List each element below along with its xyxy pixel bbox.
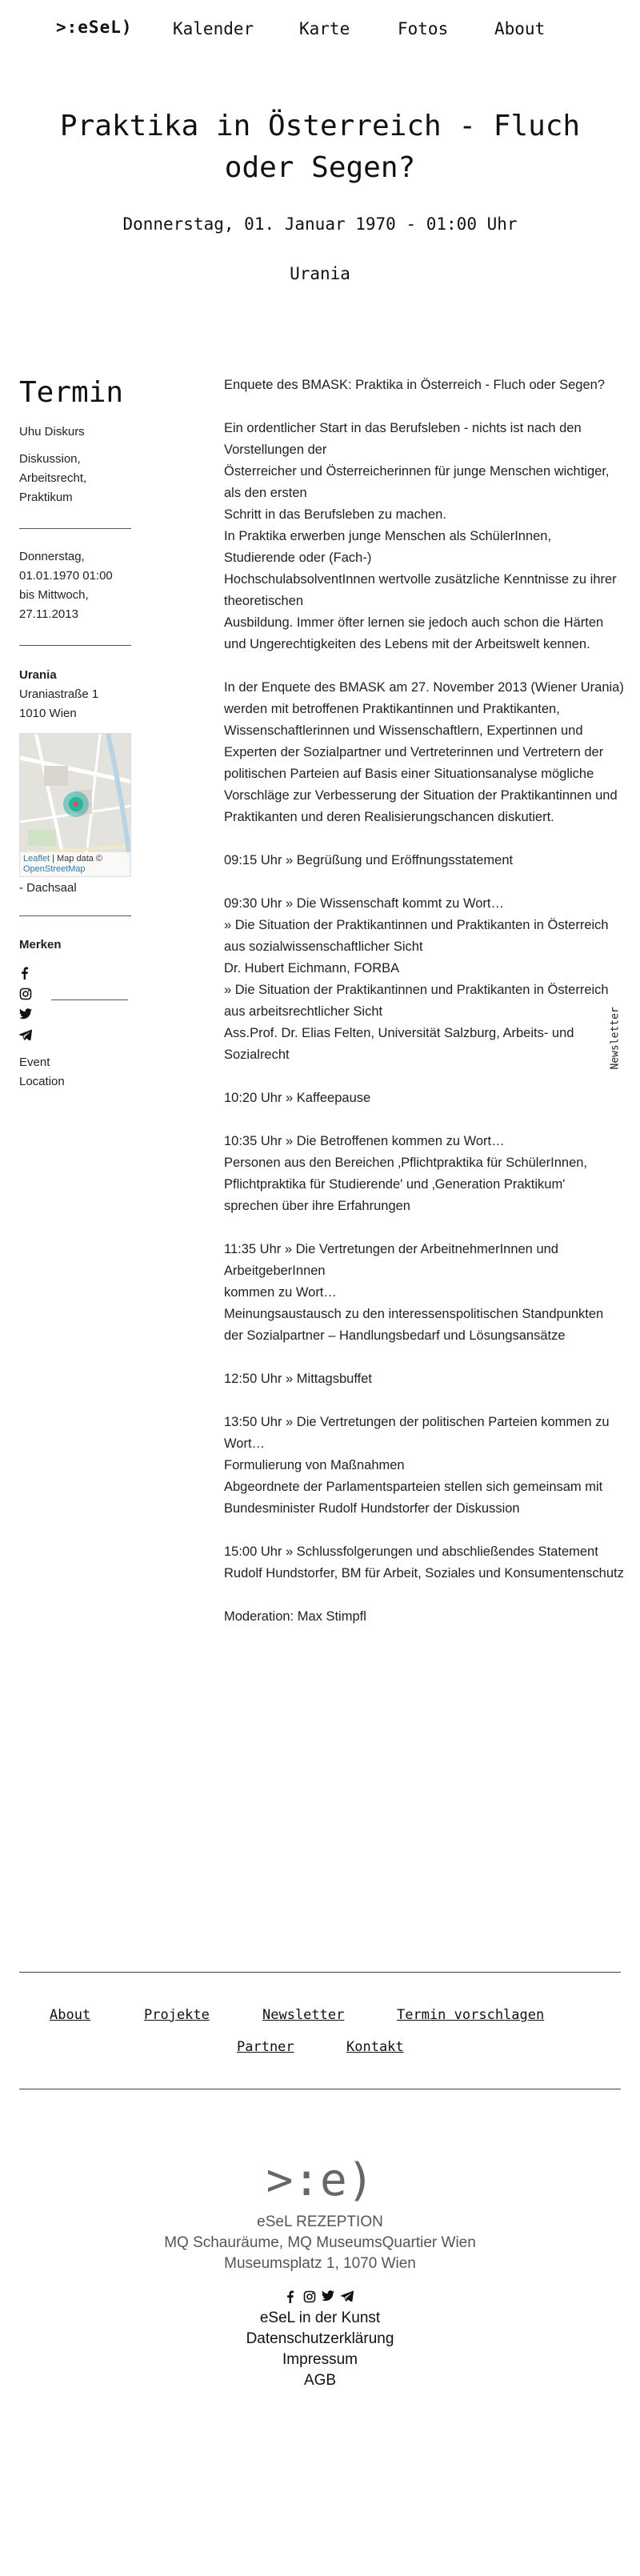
twitter-icon[interactable] <box>19 1008 35 1023</box>
instagram-icon[interactable] <box>19 988 35 1002</box>
description-line: 12:50 Uhr » Mittagsbuffet <box>224 1372 372 1386</box>
bookmark-title: Merken <box>19 938 62 951</box>
description-line: Bundesminister Rudolf Hundstorfer der Diskussion <box>224 1501 520 1516</box>
description-line: In der Enquete des BMASK am 27. November 2013 (Wiener Urania) werden mit betroffenen Praktikantinnen und Praktikanten, Wissenschaftlerinnen und Wissenschaftlern, Expertinnen und Experten der Sozialpartner und Vertreterinnen und Vertretern der politischen Parteien auf Basis einer Situationsanalyse mögliche Vorschläge zur Verbesserung der Situation der Praktikantinnen und Praktikanten und deren Realisierungschancen diskutiert. <box>224 680 624 824</box>
description-paragraph <box>224 1088 624 1109</box>
description-paragraph <box>224 1606 624 1628</box>
footer-logo[interactable]: >:e) <box>266 2154 374 2206</box>
description-line: aus arbeitsrechtlicher Sicht <box>224 1004 383 1019</box>
event-venue: Urania <box>290 264 350 283</box>
leaflet-link[interactable]: Leaflet <box>23 854 50 863</box>
nav-item-karte[interactable]: Karte <box>299 19 350 38</box>
description-line: Dr. Hubert Eichmann, FORBA <box>224 961 400 976</box>
footer-link-datenschutz[interactable]: Datenschutzerklärung <box>246 2330 394 2347</box>
sidebar-divider <box>19 915 131 916</box>
description-paragraph <box>224 1541 624 1584</box>
footer-instagram-icon[interactable] <box>303 2290 318 2305</box>
description-line: 10:35 Uhr » Die Betroffenen kommen zu Wort… <box>224 1134 505 1148</box>
osm-link[interactable]: OpenStreetMap <box>23 864 86 874</box>
tag-item[interactable]: Arbeitsrecht, <box>19 471 87 485</box>
footer-telegram-icon[interactable] <box>341 2290 355 2305</box>
description-line: Ein ordentlicher Start in das Berufsleben - nichts ist nach den Vorstellungen der <box>224 421 582 457</box>
description-line: 09:15 Uhr » Begrüßung und Eröffnungsstatement <box>224 853 514 867</box>
event-dates <box>19 547 131 624</box>
description-line: 10:20 Uhr » Kaffeepause <box>224 1091 371 1105</box>
room-label: - Dachsaal <box>19 881 77 895</box>
description-line: Enquete des BMASK: Praktika in Österreich - Fluch oder Segen? <box>224 378 605 392</box>
footer-link-kontakt[interactable]: Kontakt <box>346 2039 404 2055</box>
date-line: bis Mittwoch, <box>19 588 89 602</box>
location-name[interactable]: Urania <box>19 668 57 682</box>
tag-list <box>19 450 131 507</box>
description-line: Personen aus den Bereichen ‚Pflichtpraktika für SchülerInnen, <box>224 1156 588 1170</box>
footer-link-newsletter[interactable]: Newsletter <box>262 2007 345 2023</box>
page-title: Praktika in Österreich - Fluch oder Segen? <box>59 110 581 184</box>
description-line: Abgeordnete der Parlamentsparteien stellen sich gemeinsam mit <box>224 1480 603 1494</box>
footer-link-projekte[interactable]: Projekte <box>144 2007 210 2023</box>
description-paragraph <box>224 893 624 1066</box>
footer-twitter-icon[interactable] <box>322 2290 336 2305</box>
description-line: kommen zu Wort… <box>224 1285 337 1300</box>
attribution-separator: | Map data © <box>50 854 103 863</box>
footer-facebook-icon[interactable] <box>285 2290 299 2305</box>
description-line: Meinungsaustausch zu den interessenspolitischen Standpunkten <box>224 1307 604 1321</box>
top-navigation <box>0 0 640 59</box>
nav-item-about[interactable]: About <box>494 19 546 38</box>
site-logo[interactable]: >:eSeL) <box>56 18 133 37</box>
description-line: Ausbildung. Immer öfter lernen sie jedoch auch schon die Härten und Ungerechtigkeiten des Lebens mit der Arbeitswelt kennen. <box>224 615 604 651</box>
bookmark-event-link[interactable]: Event <box>19 1056 50 1069</box>
sidebar-title: Termin <box>19 376 124 409</box>
date-line: 27.11.2013 <box>19 607 78 621</box>
description-paragraph <box>224 1412 624 1520</box>
description-line: » Die Situation der Praktikantinnen und Praktikanten in Österreich <box>224 983 609 997</box>
description-line: HochschulabsolventInnen wertvolle zusätzliche Kenntnisse zu ihrer theoretischen <box>224 572 617 608</box>
footer-link-about[interactable]: About <box>50 2007 91 2023</box>
sidebar-divider <box>19 528 131 529</box>
description-line: Moderation: Max Stimpfl <box>224 1609 366 1624</box>
description-paragraph <box>224 1239 624 1347</box>
nav-item-fotos[interactable]: Fotos <box>398 19 449 38</box>
org-name: eSeL REZEPTION <box>257 2213 383 2230</box>
newsletter-side-tab[interactable] <box>602 1000 624 1072</box>
tag-item[interactable]: Praktikum <box>19 491 73 504</box>
bookmark-location-link[interactable]: Location <box>19 1075 65 1088</box>
description-line: Schritt in das Berufsleben zu machen. <box>224 507 446 522</box>
description-paragraph <box>224 375 624 396</box>
date-line: Donnerstag, <box>19 550 85 563</box>
sidebar-divider <box>19 645 131 646</box>
footer-link-partner[interactable]: Partner <box>237 2039 294 2055</box>
description-paragraph <box>224 418 624 655</box>
location-block <box>19 666 131 723</box>
description-line: 13:50 Uhr » Die Vertretungen der politischen Parteien kommen zu Wort… <box>224 1415 610 1451</box>
org-address: Museumsplatz 1, 1070 Wien <box>224 2255 416 2272</box>
footer-link-impressum[interactable]: Impressum <box>282 2351 358 2368</box>
address-line: Uraniastraße 1 <box>19 687 99 701</box>
event-description <box>224 375 624 1649</box>
telegram-icon[interactable] <box>19 1029 35 1044</box>
description-paragraph <box>224 677 624 828</box>
map-attribution <box>20 852 130 876</box>
description-line: 11:35 Uhr » Die Vertretungen der ArbeitnehmerInnen und ArbeitgeberInnen <box>224 1242 558 1278</box>
newsletter-tab-label: Newsletter <box>609 1007 622 1070</box>
description-line: der Sozialpartner – Handlungsbedarf und Lösungsansätze <box>224 1328 566 1343</box>
description-line: » Die Situation der Praktikantinnen und Praktikanten in Österreich <box>224 918 609 932</box>
description-line: Rudolf Hundstorfer, BM für Arbeit, Soziales und Konsumentenschutz <box>224 1566 624 1580</box>
description-line: Ass.Prof. Dr. Elias Felten, Universität Salzburg, Arbeits- und Sozialrecht <box>224 1026 574 1062</box>
description-line: Formulierung von Maßnahmen <box>224 1458 405 1472</box>
footer-divider <box>19 1972 621 1973</box>
description-line: In Praktika erwerben junge Menschen als SchülerInnen, Studierende oder (Fach-) <box>224 529 552 565</box>
date-line: 01.01.1970 01:00 <box>19 569 113 583</box>
address-line: 1010 Wien <box>19 707 77 720</box>
event-datetime: Donnerstag, 01. Januar 1970 - 01:00 Uhr <box>122 214 518 234</box>
footer-link-agb[interactable]: AGB <box>303 2372 337 2389</box>
description-paragraph <box>224 850 624 871</box>
org-place: MQ Schauräume, MQ MuseumsQuartier Wien <box>164 2234 476 2251</box>
bookmark-links <box>19 1053 131 1092</box>
location-map[interactable] <box>19 733 131 877</box>
footer-link-esel-in-der-kunst[interactable]: eSeL in der Kunst <box>259 2310 381 2326</box>
description-paragraph <box>224 1368 624 1390</box>
description-line: sprechen über ihre Erfahrungen <box>224 1199 410 1213</box>
tag-item[interactable]: Diskussion, <box>19 452 81 466</box>
description-line: Österreicher und Österreicherinnen für junge Menschen wichtiger, als den ersten <box>224 464 610 500</box>
description-paragraph <box>224 1131 624 1217</box>
nav-item-kalender[interactable]: Kalender <box>173 19 254 38</box>
footer-link-termin-vorschlagen[interactable]: Termin vorschlagen <box>397 2007 545 2023</box>
description-line: 09:30 Uhr » Die Wissenschaft kommt zu Wort… <box>224 896 504 911</box>
description-line: aus sozialwissenschaftlicher Sicht <box>224 939 423 954</box>
description-line: Pflichtpraktika für Studierende' und ‚Generation Praktikum' <box>224 1177 566 1192</box>
organizer-link[interactable]: Uhu Diskurs <box>19 425 85 439</box>
facebook-icon[interactable] <box>19 967 35 981</box>
description-line: 15:00 Uhr » Schlussfolgerungen und abschließendes Statement <box>224 1544 598 1559</box>
